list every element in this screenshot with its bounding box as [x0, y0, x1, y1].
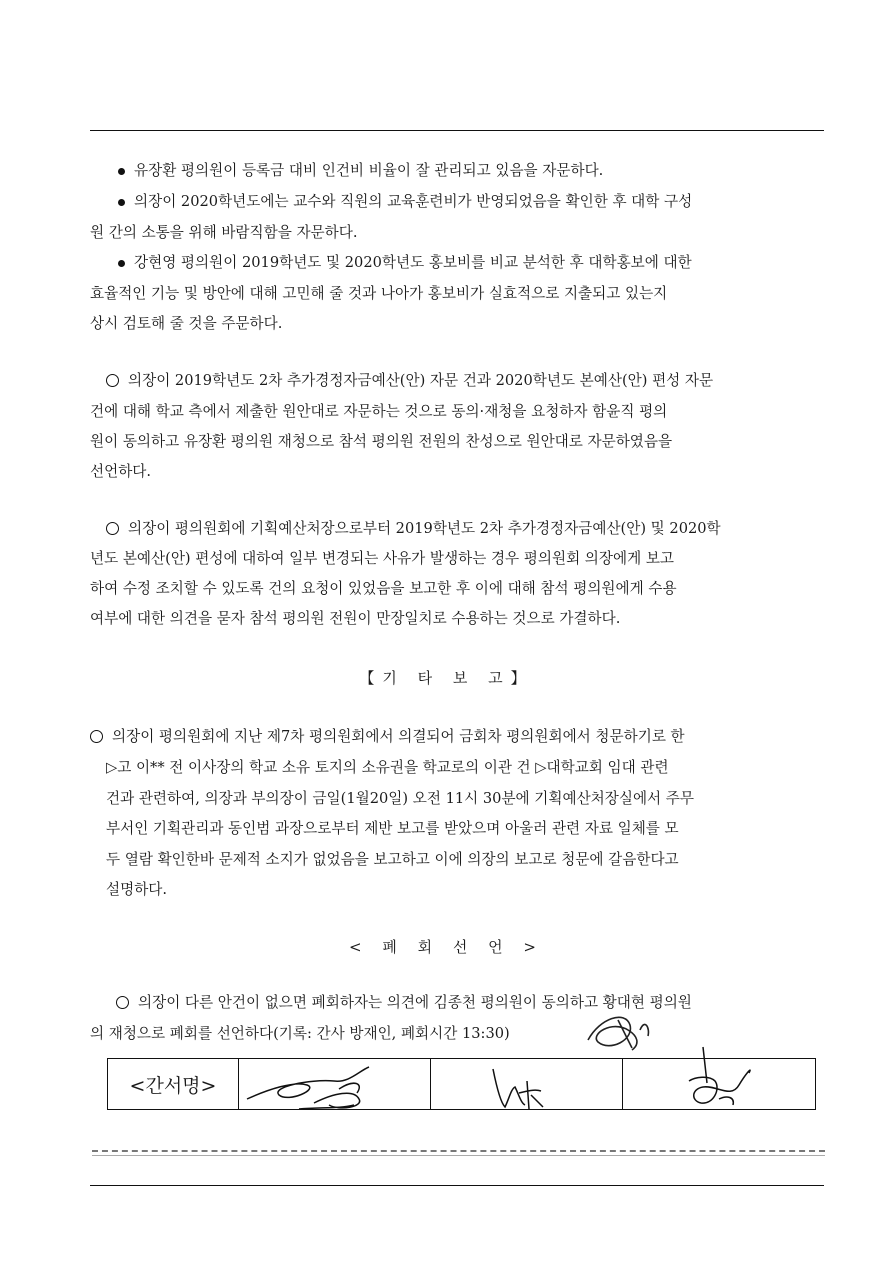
bullet-item: 강현영 평의원이 2019학년도 및 2020학년도 홍보비를 비교 분석한 후 대학홍보에 대한 [118, 253, 692, 273]
handwritten-signature [623, 1059, 817, 1111]
handwritten-signature [431, 1059, 623, 1111]
section-heading-other-reports: 【기 타 보 고】 [359, 669, 534, 687]
signature-cell-1 [239, 1059, 431, 1109]
bullet-item: 의장이 2020학년도에는 교수와 직원의 교육훈련비가 반영되었음을 확인한 후 대학 구성 [118, 192, 692, 212]
bottom-divider [90, 1185, 824, 1186]
bullet-item: 유장환 평의원이 등록금 대비 인건비 비율이 잘 관리되고 있음을 자문하다. [118, 161, 603, 181]
paragraph-line: 의장이 2019학년도 2차 추가경정자금예산(안) 자문 건과 2020학년도 본예산(안) 편성 자문 [106, 371, 713, 391]
top-divider [90, 130, 824, 131]
signature-label: <간서명> [108, 1059, 239, 1109]
signature-cell-2 [431, 1059, 623, 1109]
paragraph-line: 건과 관련하여, 의장과 부의장이 금일(1월20일) 오전 11시 30분에 기획예산처장실에서 주무 [106, 790, 694, 807]
paragraph-line: 하여 수정 조치할 수 있도록 건의 요청이 있었음을 보고한 후 이에 대해 참석 평의원에게 수용 [90, 580, 677, 597]
signature-cell-3 [623, 1059, 815, 1109]
paragraph-line: 두 열람 확인한바 문제적 소지가 없었음을 보고하고 이에 의장의 보고로 청문에 갈음한다고 [106, 851, 679, 868]
paragraph-line: 의장이 다른 안건이 없으면 폐회하자는 의견에 김종천 평의원이 동의하고 황대현 평의원 [116, 993, 692, 1013]
paragraph-line: 설명하다. [106, 881, 168, 898]
handwritten-signature [239, 1059, 431, 1111]
bullet-dot-icon [118, 260, 125, 267]
signature-table [107, 1058, 816, 1110]
circle-bullet-icon [106, 374, 119, 387]
paragraph-line: 부서인 기획관리과 동인범 과장으로부터 제반 보고를 받았으며 아울러 관련 자료 일체를 모 [106, 820, 679, 837]
paragraph-line: 의장이 평의원회에 지난 제7차 평의원회에서 의결되어 금회차 평의원회에서 청문하기로 한 [90, 727, 685, 747]
circle-bullet-icon [106, 522, 119, 535]
paragraph-line: 선언하다. [90, 463, 152, 480]
footer-thin-divider [92, 1155, 825, 1156]
circle-bullet-icon [90, 730, 103, 743]
circle-bullet-icon [116, 996, 129, 1009]
paragraph-line: 원이 동의하고 유장환 평의원 재청으로 참석 평의원 전원의 찬성으로 원안대로 자문하였음을 [90, 433, 673, 450]
bullet-item-continuation: 효율적인 기능 및 방안에 대해 고민해 줄 것과 나아가 홍보비가 실효적으로 지출되고 있는지 [90, 285, 668, 302]
footer-dashed-divider [92, 1150, 825, 1152]
bullet-item-continuation: 원 간의 소통을 위해 바람직함을 자문하다. [90, 224, 358, 241]
paragraph-line: 의장이 평의원회에 기획예산처장으로부터 2019학년도 2차 추가경정자금예산(안) 및 2020학 [106, 519, 721, 539]
paragraph-line: ▷고 이** 전 이사장의 학교 소유 토지의 소유권을 학교로의 이관 건 ▷대학교회 임대 관련 [106, 759, 669, 776]
section-heading-closing: < 폐 회 선 언 > [349, 938, 544, 956]
bullet-dot-icon [118, 199, 125, 206]
bullet-item-continuation: 상시 검토해 줄 것을 주문하다. [90, 315, 283, 332]
bullet-dot-icon [118, 168, 125, 175]
paragraph-line: 의 재청으로 폐회를 선언하다(기록: 간사 방재인, 폐회시간 13:30) [90, 1025, 510, 1042]
paragraph-line: 건에 대해 학교 측에서 제출한 원안대로 자문하는 것으로 동의·재청을 요청하자 함윤직 평의 [90, 403, 668, 420]
paragraph-line: 여부에 대한 의견을 묻자 참석 평의원 전원이 만장일치로 수용하는 것으로 가결하다. [90, 610, 621, 627]
paragraph-line: 년도 본예산(안) 편성에 대하여 일부 변경되는 사유가 발생하는 경우 평의원회 의장에게 보고 [90, 550, 675, 567]
